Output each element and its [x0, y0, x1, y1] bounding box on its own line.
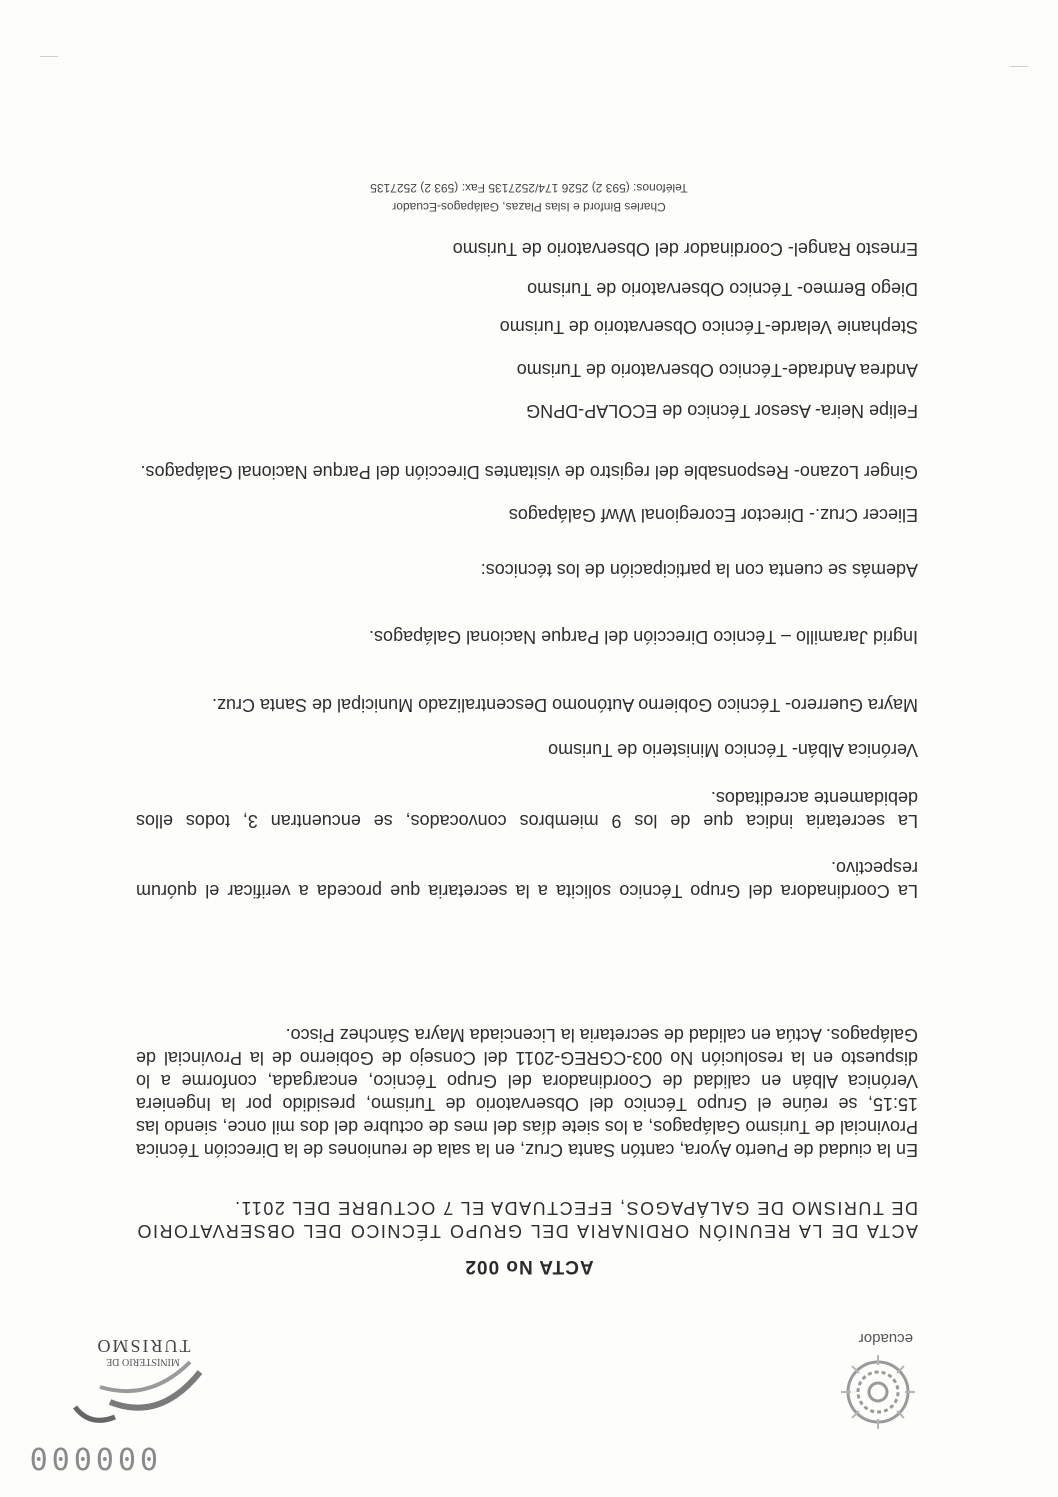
- scan-artifact: [1010, 66, 1028, 67]
- technician-item: Eliecer Cruz.- Director Ecoregional Wwf Galápagos: [508, 505, 918, 525]
- scan-artifact: [40, 56, 58, 57]
- ministerio-line2: TURISMO: [95, 1336, 191, 1356]
- technician-item: Ginger Lozano- Responsable del registro de visitantes Dirección del Parque Nacional Galápagos.: [140, 462, 918, 482]
- technician-item: Ernesto Rangel- Coordinador del Observatorio de Turismo: [452, 239, 918, 259]
- footer-phones: Teléfonos: (593 2) 2526 174/2527135 Fax: (593 2) 2527135: [370, 181, 688, 195]
- document-heading: ACTA DE LA REUNIÓN ORDINARIA DEL GRUPO TÉCNICO DEL OBSERVATORIO DE TURISMO DE GALÁPAGOS, EFECTUADA EL 7 OCTUBRE DEL 2011.: [136, 1198, 918, 1241]
- technicians-intro: Además se cuenta con la participación de los técnicos:: [480, 560, 918, 580]
- intro-paragraph: En la ciudad de Puerto Ayora, cantón Santa Cruz, en la sala de reuniones de la Dirección Técnica Provincial de Turismo Galápagos, a los siete días del mes de octubre del dos mil once, siendo las 15:15, se reúne el Grupo Técnico del Observatorio de Turismo, presidido por la Ingeniera Verónica Albán en calidad de Coordinadora del Grupo Técnico, encargada, conforme a lo dispuesto en la resolución No 003-CGREG-2011 del Consejo de Gobierno de la Provincial de Galápagos. Actúa en calidad de secretaria la Licenciada Mayra Sánchez Pisco.: [136, 1025, 918, 1160]
- technician-item: Felipe Neira- Asesor Técnico de ECOLAP-DPNG: [526, 401, 918, 421]
- technician-item: Diego Bermeo- Técnico Observatorio de Turismo: [527, 279, 918, 299]
- ministerio-line1: MINISTERIO DE: [106, 1356, 180, 1367]
- ministerio-turismo-wordmark: [73, 1335, 213, 1367]
- document-title: ACTA No 002: [464, 1256, 594, 1277]
- member-item: Verónica Albán- Técnico Ministerio de Turismo: [548, 740, 918, 760]
- member-item: Ingrid Jaramillo – Técnico Dirección del Parque Nacional Galápagos.: [369, 627, 918, 647]
- ecuador-brand-logo-icon: [833, 1337, 923, 1437]
- member-item: Mayra Guerrero- Técnico Gobierno Autónomo Descentralizado Municipal de Santa Cruz.: [211, 695, 918, 715]
- technician-item: Stephanie Velarde-Técnico Observatorio de Turismo: [499, 317, 918, 337]
- technician-item: Andrea Andrade-Técnico Observatorio de Turismo: [516, 360, 918, 380]
- footer-address: Charles Binford e Islas Plazas, Galápagos-Ecuador: [392, 200, 666, 214]
- quorum-request-paragraph: La Coordinadora del Grupo Técnico solicita a la secretaria que proceda a verificar el quórum respectivo.: [136, 858, 918, 901]
- quorum-result-paragraph: La secretaria indica que de los 9 miembros convocados, se encuentran 3, todos ellos debidamente acreditados.: [136, 788, 918, 831]
- serial-number: 000000: [25, 1440, 158, 1475]
- ecuador-brand-label: ecuador: [858, 1330, 913, 1347]
